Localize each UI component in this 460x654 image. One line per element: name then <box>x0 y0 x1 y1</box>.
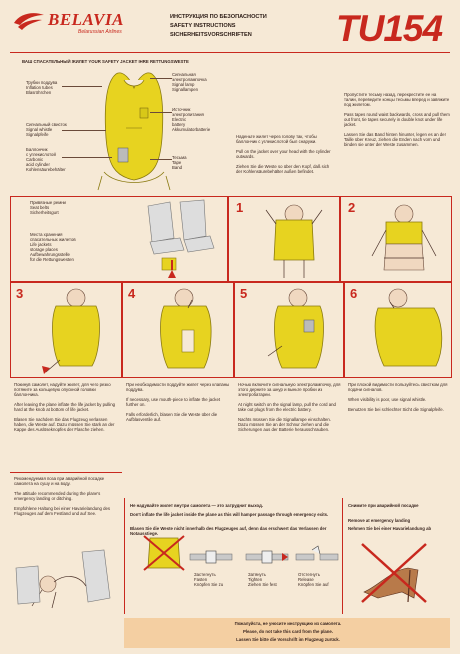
buckle-tighten-icon <box>244 546 290 568</box>
label-tape: Тесьма Tape Band <box>172 155 187 170</box>
warning-en: Don't inflate the life jacket inside the plane as this will hamper passage through emergency exits. <box>130 512 329 517</box>
buckle-tighten-label: Затянуть Tighten Ziehen Sie fest <box>248 572 277 587</box>
step6-text: При плохой видимости пользуйтесь свистком для подачи сигналов. When visibility is poor, use signal whistle. Benutzen Sie bei schlechter Sicht die Signalpfeife. <box>348 382 448 412</box>
brace-position-text: Рекомендуемая поза при аварийной посадке самолета на сушу и на воду. The attitude recommended during the plane's emergency landing or ditching. Empfohlene Haltung bei einer Havarielandung des Flugzeuges auf dem Festland und auf See. <box>14 476 111 516</box>
lead-line <box>150 112 172 113</box>
step4-text: При необходимости поддуйте жилет через клапаны поддува. If necessary, use mouth-piece to inflate the jacket further on. Falls erforderlich, blasen Sie die Weste über die Aufblasventile auf. <box>126 382 230 422</box>
column-divider <box>342 498 343 614</box>
brand-subtitle: Belarussian Airlines <box>78 29 122 35</box>
warning-ru: Не надувайте жилет внутри самолета — это затруднит выход. <box>130 503 263 508</box>
step3-text: Покинув самолет, надуйте жилет, для чего резко потяните за кольцевую опускной головки баллончика. After leaving the plane inflate the life jacket by pulling hard at the knob at bottom of life jacket. Blasen Sie nachdem Sie das Flugzeug verlassen haben, die Weste auf. Dazu müssen Sie stark an der Kappe des Auslöseknopfes der Flasche ziehen. <box>14 382 116 432</box>
aircraft-model: TU154 <box>336 8 443 49</box>
label-seatbelt: Привязные ремни Seat belts Sicherheitsgurt <box>30 200 66 215</box>
label-signal-lamp: Сигнальная электролампочка Signal lamp Signallampen <box>172 72 207 92</box>
title-ru: ИНСТРУКЦИЯ ПО БЕЗОПАСНОСТИ <box>170 14 267 20</box>
step1-text: Наденьте жилет через голову так, чтобы баллончик с углекислотой был снаружи. Pull on the jacket over your head with the cylinder outwards. Ziehen Sie die Weste so über den Kopf, daß sich der Kohlensäurebehälter außen befindet. <box>236 134 331 174</box>
warning-de: Blasen Sie die Weste nicht innerhalb des Flugzeuges auf, denn das erschwert das Verlassen der Notausstiege. <box>130 526 327 536</box>
brand-name: BELAVIA <box>48 10 124 29</box>
step2-illustration <box>360 200 446 280</box>
lead-line <box>62 86 102 87</box>
footer-ru: Пожалуйста, не уносите инструкцию из самолета. <box>234 621 342 626</box>
step1-illustration <box>254 200 334 280</box>
title-en: SAFETY INSTRUCTIONS <box>170 23 236 29</box>
buckle-fasten-icon <box>188 546 234 568</box>
shoes-en: Remove at emergency landing <box>348 518 411 523</box>
vest-heading: ВАШ СПАСАТЕЛЬНЫЙ ЖИЛЕТ YOUR SAFETY JACKET IHRE RETTUNGSWESTE <box>22 59 189 64</box>
high-heels-crossed-icon <box>358 540 430 606</box>
brace-position-illustration <box>12 548 122 612</box>
column-divider <box>124 498 125 614</box>
lead-line <box>62 157 112 158</box>
step2-text: Пропустите тесьму назад, перекрестите ее на талии, переведите концы тесьмы вперед и завяжите под жилетом. Pass tapes round waist backwards, cross and pull them out front, tie tapes securely in double knot under life jacket. Lassen Sie das Band hinten hinunter, legen es an der Taille über Kreuz, ziehen die Enden nach vorn und binden sie unter der Weste zusammen. <box>344 92 450 147</box>
label-signal-whistle: Сигнальный свисток Signal whistle Signalpfeife <box>26 122 67 137</box>
lead-line <box>150 159 172 160</box>
step-number-6: 6 <box>350 286 358 301</box>
step-number-1: 1 <box>236 200 244 215</box>
vest-diagram <box>96 68 172 194</box>
step-number-2: 2 <box>348 200 356 215</box>
label-storage: Места хранения спасательных жилетов Life jackets storage places Aufbewahrungsstelle für die Rettungswesten <box>30 232 76 262</box>
shoes-de: Nehmen Sie bei einer Havarielandung ab <box>348 526 432 531</box>
step3-illustration <box>30 286 118 376</box>
footer-en: Please, do not take this card from the plane. <box>242 629 334 634</box>
label-inflation-tubes: Трубки поддува Inflation tubes Blasröhrchen <box>26 80 58 95</box>
buckle-release-label: Отстегнуть Release Knöpfen Sie auf <box>298 572 329 587</box>
shoes-ru: Снимите при аварийной посадке <box>348 503 419 508</box>
label-battery: Источник электропитания Electric battery Akkumulatorbatterie <box>172 107 211 132</box>
lead-line <box>150 78 172 79</box>
step4-illustration <box>142 286 230 376</box>
footer-de: Lassen Sie bitte die Vorschrift im Flugzeug zurück. <box>236 637 340 642</box>
lead-line <box>62 130 106 131</box>
header-divider <box>10 52 450 53</box>
divider <box>10 472 122 473</box>
step5-illustration <box>254 286 342 376</box>
title-de: SICHERHEITSVORSCHRIFTEN <box>170 32 252 38</box>
seat-illustration <box>140 198 226 280</box>
step-number-3: 3 <box>16 286 24 301</box>
step6-illustration <box>364 286 450 376</box>
step-number-5: 5 <box>240 286 248 301</box>
buckle-fasten-label: Застегнуть Fasten Knöpfen Sie zu <box>194 572 224 587</box>
inflated-vest-crossed <box>142 534 186 572</box>
step5-text: Ночью включите сигнальную электролампочку, для этого дерните за шнур и выньте пробки из электробатареи. At night switch on the signal lamp, pull the cord and take out plugs from the electric battery. Nachts müssen Sie die Signallampe einschalten. Dazu müssen Sie an der Schnur ziehen und die Sicherungen aus der Batterie herausschrauben. <box>238 382 341 432</box>
label-co2-cylinder: Баллончик с углекислотой Carbonic acid cylinder Kohlensäurebehälter <box>26 147 66 172</box>
step-number-4: 4 <box>128 286 136 301</box>
buckle-release-icon <box>294 544 340 568</box>
belavia-logo <box>12 9 46 33</box>
